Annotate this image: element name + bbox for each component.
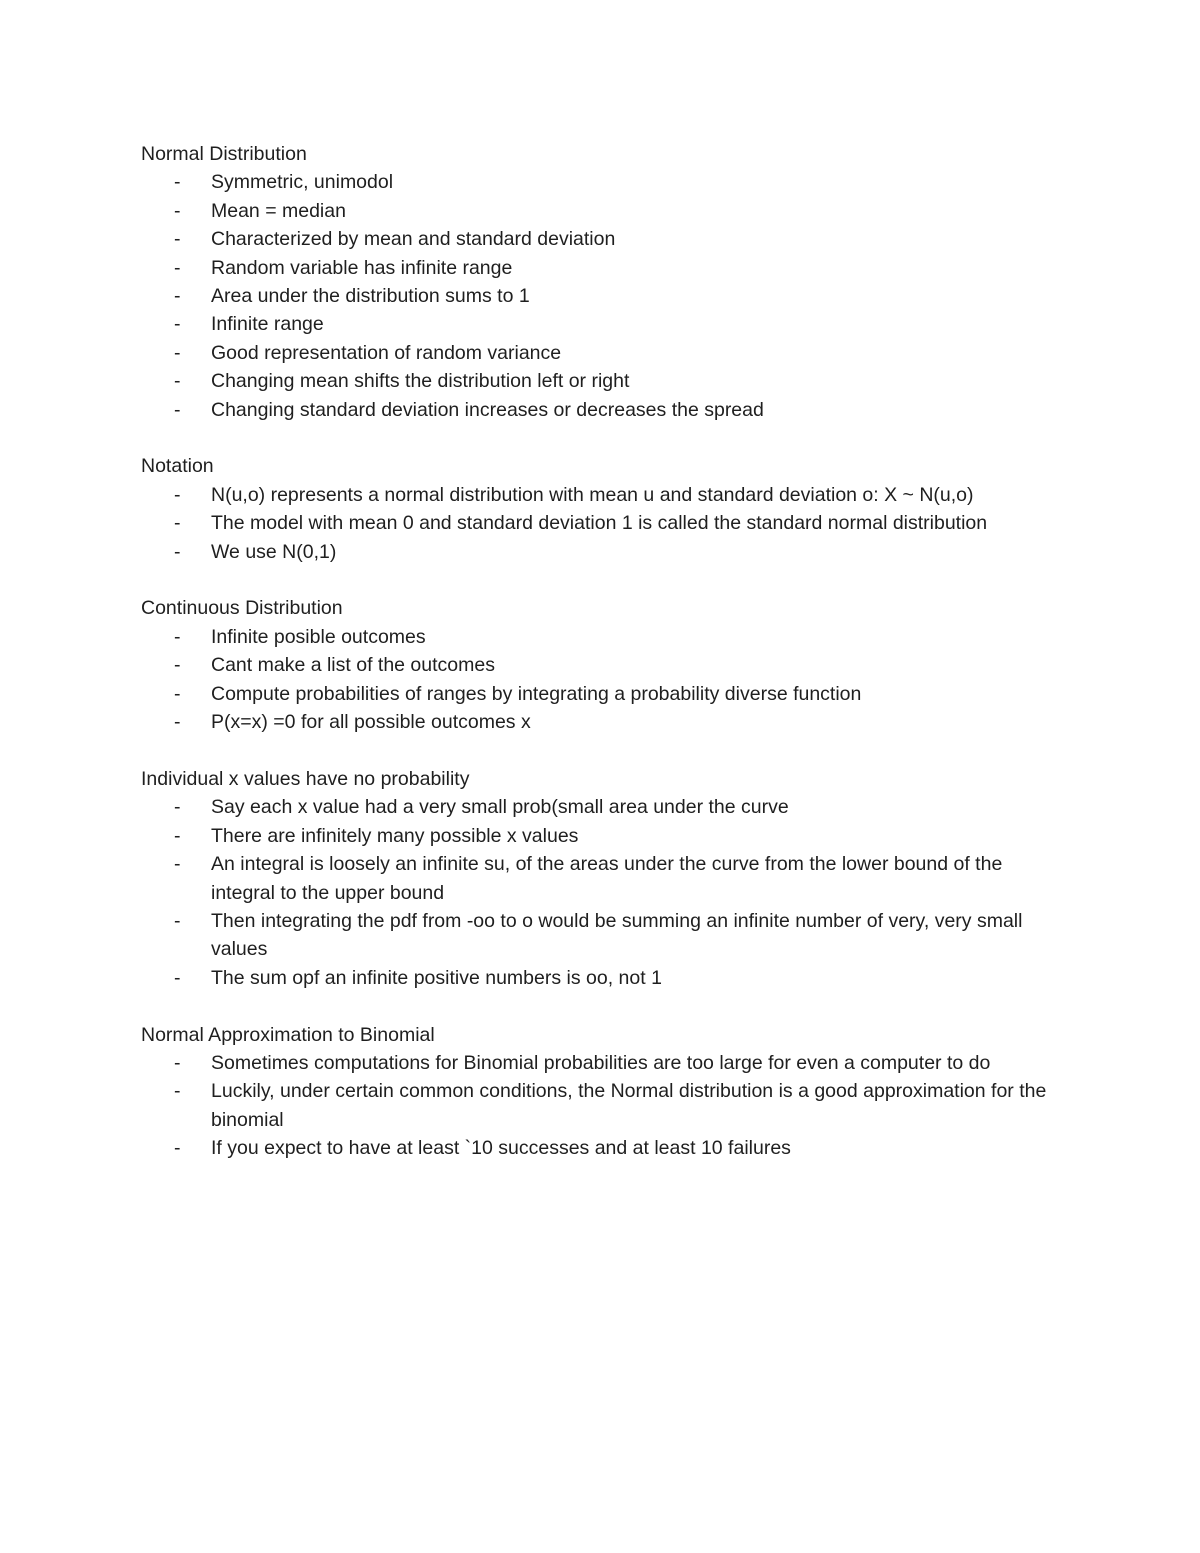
dash-bullet: - <box>174 1137 181 1160</box>
list-item <box>141 1134 1071 1162</box>
list-item-text: Infinite posible outcomes <box>211 625 426 648</box>
list-item-text: Cant make a list of the outcomes <box>211 654 495 677</box>
list-item-text: N(u,o) represents a normal distribution with mean u and standard deviation o: X ~ N(u,o) <box>211 483 974 506</box>
dash-bullet: - <box>174 711 181 734</box>
list-item <box>141 168 1071 196</box>
dash-bullet: - <box>174 512 181 535</box>
list-item <box>141 964 1071 992</box>
dash-bullet: - <box>174 228 181 251</box>
list-item-text: Sometimes computations for Binomial probabilities are too large for even a computer to do <box>211 1051 991 1074</box>
dash-bullet: - <box>174 853 181 876</box>
list-item <box>141 1049 1071 1077</box>
list-item <box>141 822 1071 850</box>
section-notation <box>141 452 1071 566</box>
dash-bullet: - <box>174 483 181 506</box>
dash-bullet: - <box>174 313 181 336</box>
document-page <box>141 140 1071 1191</box>
list-item <box>141 907 1071 964</box>
list-item-text: Random variable has infinite range <box>211 256 513 279</box>
dash-bullet: - <box>174 540 181 563</box>
list-item-text: Say each x value had a very small prob(small area under the curve <box>211 796 789 819</box>
list-item-text: P(x=x) =0 for all possible outcomes x <box>211 711 531 734</box>
list-item <box>141 254 1071 282</box>
list-item-text: We use N(0,1) <box>211 540 337 563</box>
list-item-text: Changing mean shifts the distribution left or right <box>211 370 630 393</box>
section-heading: Normal Approximation to Binomial <box>141 1023 435 1046</box>
section-individual-x-values <box>141 765 1071 992</box>
list-item <box>141 367 1071 395</box>
dash-bullet: - <box>174 625 181 648</box>
list-item-text: The sum opf an infinite positive numbers is oo, not 1 <box>211 966 662 989</box>
bullet-list <box>141 1049 1071 1163</box>
dash-bullet: - <box>174 341 181 364</box>
bullet-list <box>141 168 1071 424</box>
bullet-list <box>141 793 1071 992</box>
dash-bullet: - <box>174 1080 181 1103</box>
list-item <box>141 680 1071 708</box>
section-normal-distribution <box>141 140 1071 424</box>
section-continuous-distribution <box>141 594 1071 736</box>
list-item-text: Compute probabilities of ranges by integrating a probability diverse function <box>211 682 862 705</box>
list-item-text: Infinite range <box>211 313 324 336</box>
dash-bullet: - <box>174 199 181 222</box>
dash-bullet: - <box>174 256 181 279</box>
list-item-text: Changing standard deviation increases or decreases the spread <box>211 398 764 421</box>
list-item <box>141 708 1071 736</box>
list-item-text: There are infinitely many possible x values <box>211 824 579 847</box>
dash-bullet: - <box>174 909 181 932</box>
section-heading: Continuous Distribution <box>141 597 343 620</box>
list-item-text: Symmetric, unimodol <box>211 171 394 194</box>
list-item-text: Then integrating the pdf from -oo to o would be summing an infinite number of very, very small values <box>211 909 1023 961</box>
list-item <box>141 481 1071 509</box>
list-item-text: Good representation of random variance <box>211 341 562 364</box>
list-item-text: If you expect to have at least `10 successes and at least 10 failures <box>211 1137 791 1160</box>
dash-bullet: - <box>174 966 181 989</box>
section-normal-approximation <box>141 1021 1071 1163</box>
dash-bullet: - <box>174 682 181 705</box>
list-item <box>141 651 1071 679</box>
section-heading: Normal Distribution <box>141 143 307 165</box>
list-item <box>141 339 1071 367</box>
bullet-list <box>141 481 1071 566</box>
dash-bullet: - <box>174 171 181 194</box>
list-item-text: Area under the distribution sums to 1 <box>211 285 530 308</box>
list-item <box>141 310 1071 338</box>
list-item <box>141 793 1071 821</box>
list-item-text: Mean = median <box>211 199 346 222</box>
list-item-text: Luckily, under certain common conditions, the Normal distribution is a good approximation for the binomial <box>211 1080 1047 1131</box>
list-item <box>141 197 1071 225</box>
section-heading: Individual x values have no probability <box>141 767 470 790</box>
list-item <box>141 1077 1071 1134</box>
dash-bullet: - <box>174 370 181 393</box>
list-item-text: The model with mean 0 and standard deviation 1 is called the standard normal distribution <box>211 512 988 535</box>
list-item <box>141 282 1071 310</box>
list-item <box>141 623 1071 651</box>
list-item <box>141 396 1071 424</box>
bullet-list <box>141 623 1071 737</box>
list-item <box>141 538 1071 566</box>
dash-bullet: - <box>174 398 181 421</box>
dash-bullet: - <box>174 1051 181 1074</box>
section-heading: Notation <box>141 455 214 478</box>
dash-bullet: - <box>174 654 181 677</box>
list-item <box>141 850 1071 907</box>
list-item-text: Characterized by mean and standard deviation <box>211 228 616 251</box>
list-item-text: An integral is loosely an infinite su, of the areas under the curve from the lower bound of the integral to the upper bound <box>211 853 1003 904</box>
list-item <box>141 509 1071 537</box>
list-item <box>141 225 1071 253</box>
dash-bullet: - <box>174 285 181 308</box>
dash-bullet: - <box>174 824 181 847</box>
dash-bullet: - <box>174 796 181 819</box>
